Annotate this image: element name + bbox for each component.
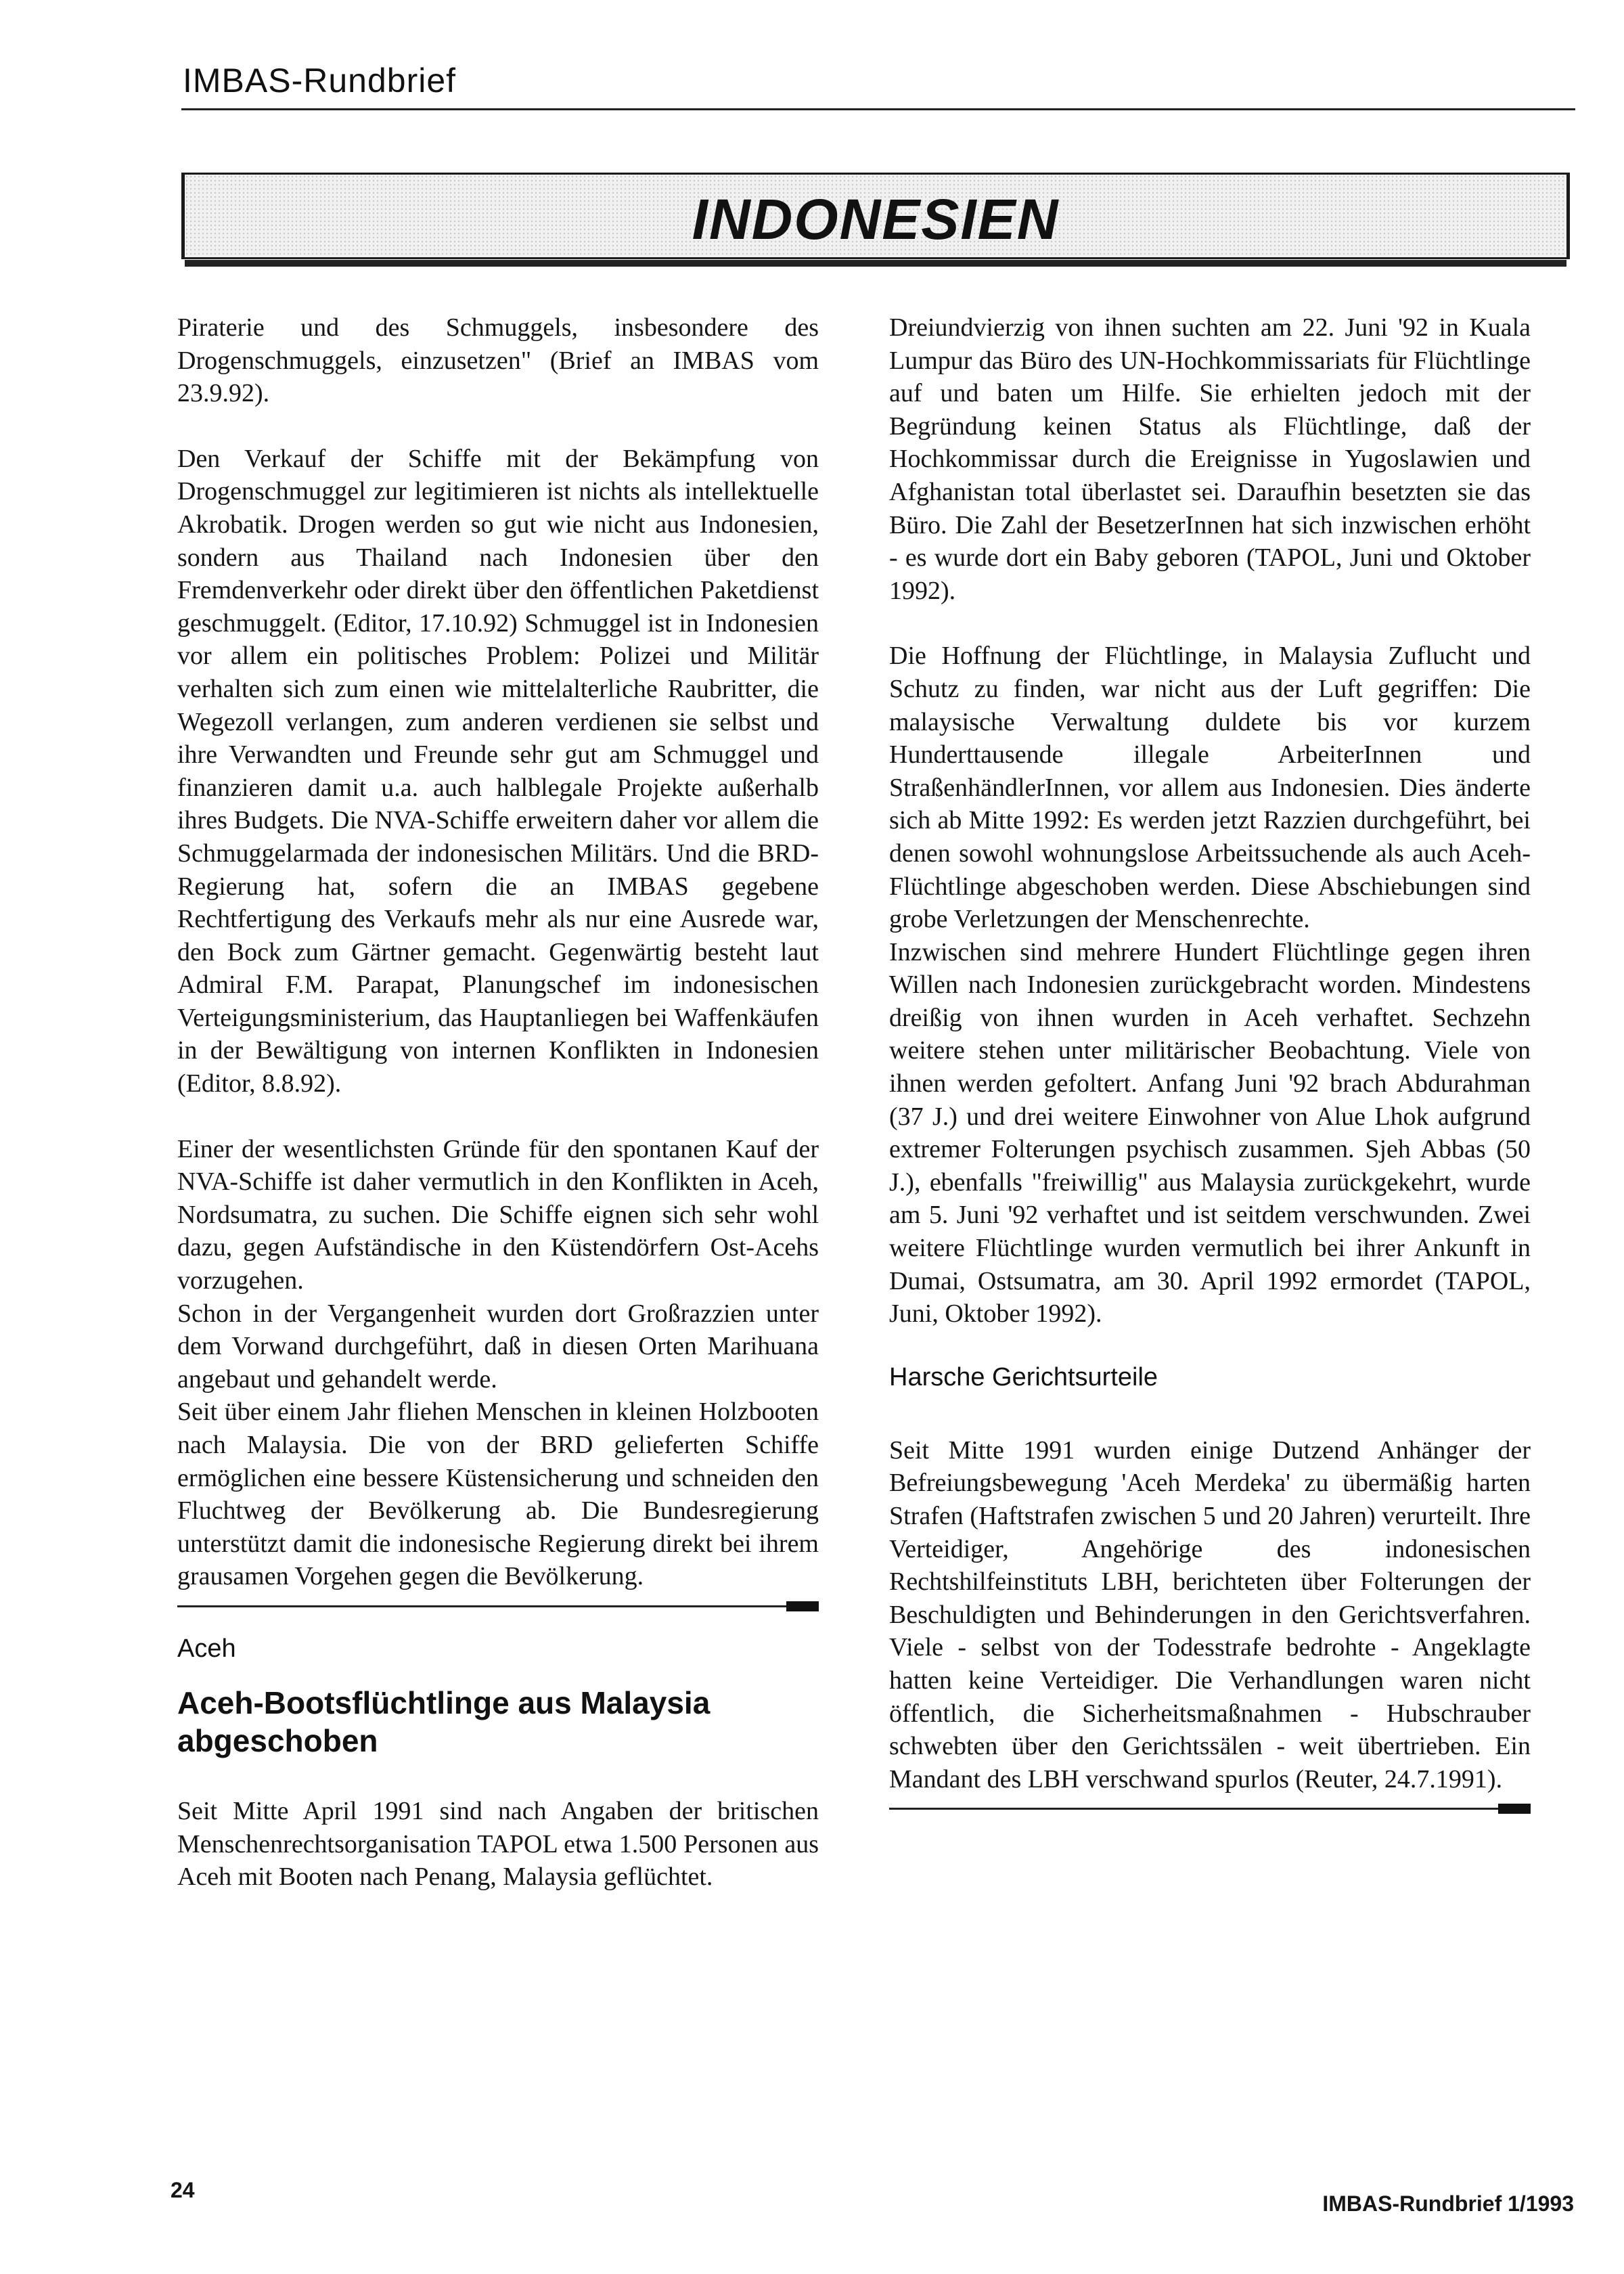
paragraph: Die Hoffnung der Flüchtlinge, in Malaysia Zuflucht und Schutz zu finden, war nicht aus der Luft gegriffen: Die malaysische Verwaltung duldete bis vor kurzem Hunderttausende illegale ArbeiterInnen und StraßenhändlerInnen, vor allem aus Indonesien. Dies änderte sich ab Mitte 1992: Es werden jetzt Razzien durchgeführt, bei denen sowohl wohnungslose Arbeitssuchende als auch Aceh-Flüchtlinge abgeschoben werden. Diese Abschiebungen sind grobe Verletzungen der Menschenrechte.	[889, 642, 1531, 934]
header-rule	[181, 108, 1575, 110]
article-end-rule	[889, 1808, 1531, 1810]
paragraph: Inzwischen sind mehrere Hundert Flüchtlinge gegen ihren Willen nach Indonesien zurückgebracht worden. Mindestens dreißig von ihnen wurden in Aceh verhaftet. Sechzehn weitere stehen unter militärischer Beobachtung. Viele von ihnen werden gefoltert. Anfang Juni '92 brach Abdurahman (37 J.) und drei weitere Einwohner von Alue Lhok aufgrund extremer Folterungen psychisch zusammen. Sjeh Abbas (50 J.), ebenfalls "freiwillig" aus Malaysia zurückgekehrt, wurde am 5. Juni '92 verhaftet und ist seitdem verschwunden. Zwei weitere Flüchtlinge wurden vermutlich bei ihrer Ankunft in Dumai, Ostsumatra, am 30. April 1992 ermordet (TAPOL, Juni, Oktober 1992).	[889, 937, 1531, 1329]
section-banner-title: INDONESIEN	[692, 187, 1060, 251]
end-mark	[786, 1601, 819, 1611]
subheading: Harsche Gerichtsurteile	[889, 1362, 1158, 1391]
section-banner	[181, 173, 1570, 259]
article-end-rule	[177, 1605, 819, 1607]
paragraph: Piraterie und des Schmuggels, insbesondere des Drogenschmuggels, einzusetzen" (Brief an IMBAS vom 23.9.92).	[177, 313, 819, 408]
paragraph: Seit über einem Jahr fliehen Menschen in kleinen Holzbooten nach Malaysia. Die von der BRD gelieferten Schiffe ermöglichen eine bessere Küstensicherung und schneiden den Fluchtweg der Bevölkerung ab. Die Bundesregierung unterstützt damit die indonesische Regierung direkt bei ihrem grausamen Vorgehen gegen die Bevölkerung.	[177, 1398, 819, 1591]
paragraph: Seit Mitte 1991 wurden einige Dutzend Anhänger der Befreiungsbewegung 'Aceh Merdeka' zu übermäßig harten Strafen (Haftstrafen zwischen 5 und 20 Jahren) verurteilt. Ihre Verteidiger, Angehörige des indonesischen Rechtshilfeinstituts LBH, berichteten über Folterungen der Beschuldigten und Behinderungen in den Gerichtsverfahren. Viele - selbst von der Todesstrafe bedrohte - Angeklagte hatten keine Verteidiger. Die Verhandlungen waren nicht öffentlich, die Sicherheitsmaßnahmen - Hubschrauber schwebten über den Gerichtssälen - weit übertrieben. Ein Mandant des LBH verschwand spurlos (Reuter, 24.7.1991).	[889, 1435, 1531, 1793]
section-label: Aceh	[177, 1634, 236, 1663]
paragraph: Dreiundvierzig von ihnen suchten am 22. Juni '92 in Kuala Lumpur das Büro des UN-Hochkommissariats für Flüchtlinge auf und baten um Hilfe. Sie erhielten jedoch mit der Begründung keinen Status als Flüchtlinge, daß der Hochkommissar durch die Ereignisse in Yugoslawien und Afghanistan total überlastet sei. Daraufhin besetzten sie das Büro. Die Zahl der BesetzerInnen hat sich inzwischen erhöht - es wurde dort ein Baby geboren (TAPOL, Juni und Oktober 1992).	[889, 313, 1531, 605]
banner-shadow	[185, 260, 1566, 267]
article-title: Aceh-Bootsflüchtlinge aus Malaysia abgeschoben	[177, 1685, 710, 1758]
paragraph: Einer der wesentlichsten Gründe für den spontanen Kauf der NVA-Schiffe ist daher vermutlich in den Konflikten in Aceh, Nordsumatra, zu suchen. Die Schiffe eignen sich sehr wohl dazu, gegen Aufständische in den Küstendörfern Ost-Acehs vorzugehen.	[177, 1134, 819, 1295]
left-column	[177, 311, 819, 1926]
running-header-title: IMBAS-Rundbrief	[183, 62, 457, 99]
paragraph: Schon in der Vergangenheit wurden dort Großrazzien unter dem Vorwand durchgeführt, daß in diesen Orten Marihuana angebaut und gehandelt werde.	[177, 1299, 819, 1394]
end-mark	[1498, 1804, 1531, 1814]
right-column	[889, 311, 1531, 1837]
page-number: 24	[171, 2178, 195, 2202]
footer-publication: IMBAS-Rundbrief 1/1993	[1322, 2191, 1574, 2216]
paragraph: Seit Mitte April 1991 sind nach Angaben der britischen Menschenrechtsorganisation TAPOL etwa 1.500 Personen aus Aceh mit Booten nach Penang, Malaysia geflüchtet.	[177, 1796, 819, 1892]
paragraph: Den Verkauf der Schiffe mit der Bekämpfung von Drogenschmuggel zur legitimieren ist nichts als intellektuelle Akrobatik. Drogen werden so gut wie nicht aus Indonesien, sondern aus Thailand nach Indonesien über den Fremdenverkehr oder direkt über den öffentlichen Paketdienst geschmuggelt. (Editor, 17.10.92) Schmuggel ist in Indonesien vor allem ein politisches Problem: Polizei und Militär verhalten sich zum einen wie mittelalterliche Raubritter, die Wegezoll verlangen, zum anderen verdienen sie selbst und ihre Verwandten und Freunde sehr gut am Schmuggel und finanzieren damit u.a. auch halblegale Projekte außerhalb ihres Budgets. Die NVA-Schiffe erweitern daher vor allem die Schmuggelarmada der indonesischen Militärs. Und die BRD-Regierung hat, sofern die an IMBAS gegebene Rechtfertigung des Verkaufs mehr als nur eine Ausrede war, den Bock zum Gärtner gemacht. Gegenwärtig besteht laut Admiral F.M. Parapat, Planungschef im indonesischen Verteigungsministerium, das Hauptanliegen bei Waffenkäufen in der Bewältigung von internen Konflikten in Indonesien (Editor, 8.8.92).	[177, 444, 819, 1098]
